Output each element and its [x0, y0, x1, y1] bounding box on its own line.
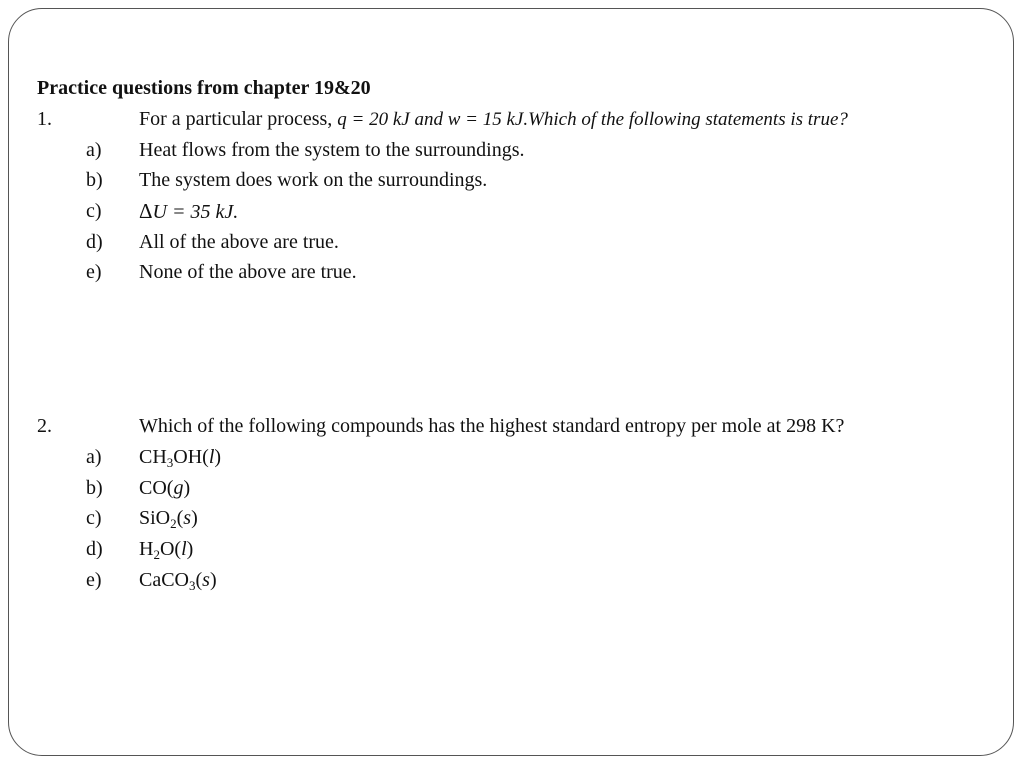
- q1-option-c-letter: c): [86, 200, 102, 222]
- q2-option-a-formula: $CH_3OH(l)$: [139, 446, 222, 470]
- q1-option-d-letter: d): [86, 231, 103, 253]
- q2-option-e-formula: CaCO$_3$(s): [139, 569, 217, 593]
- q2-option-c-formula: SiO$_2$(s): [139, 507, 198, 531]
- q1-option-d-text: All of the above are true.: [139, 231, 339, 253]
- q2-option-b-formula: CO(g): [139, 477, 191, 499]
- question-2-text: Which of the following compounds has the highest standard entropy per mole at 298 K?: [139, 415, 845, 437]
- q2-option-d-letter: d): [86, 538, 103, 560]
- slide-title: Practice questions from chapter 19&20: [37, 77, 371, 99]
- q1-option-e-letter: e): [86, 261, 102, 283]
- question-1-text: [139, 107, 848, 132]
- q2-option-b-letter: b): [86, 477, 103, 499]
- q1-option-b-text: The system does work on the surroundings.: [139, 169, 488, 191]
- question-1-number: 1.: [37, 108, 52, 130]
- q1-option-c-text: [139, 199, 238, 224]
- q1-option-c-formula: U = 35 kJ.: [152, 201, 239, 223]
- question-2-number: 2.: [37, 415, 52, 437]
- q2-option-a-letter: a): [86, 446, 102, 468]
- q2-option-e-letter: e): [86, 569, 102, 591]
- q2-option-d-formula: $H_2O(l)$: [139, 538, 194, 562]
- q2-option-c-letter: c): [86, 507, 102, 529]
- q1-option-e-text: None of the above are true.: [139, 261, 357, 283]
- question-1-italic: q = 20 kJ and w = 15 kJ.Which of the following statements is true?: [337, 109, 848, 130]
- question-1-prefix: For a particular process,: [139, 108, 338, 130]
- q1-option-b-letter: b): [86, 169, 103, 191]
- q1-option-a-letter: a): [86, 139, 102, 161]
- delta-symbol: Δ: [139, 199, 153, 223]
- q1-option-a-text: Heat flows from the system to the surroundings.: [139, 139, 525, 161]
